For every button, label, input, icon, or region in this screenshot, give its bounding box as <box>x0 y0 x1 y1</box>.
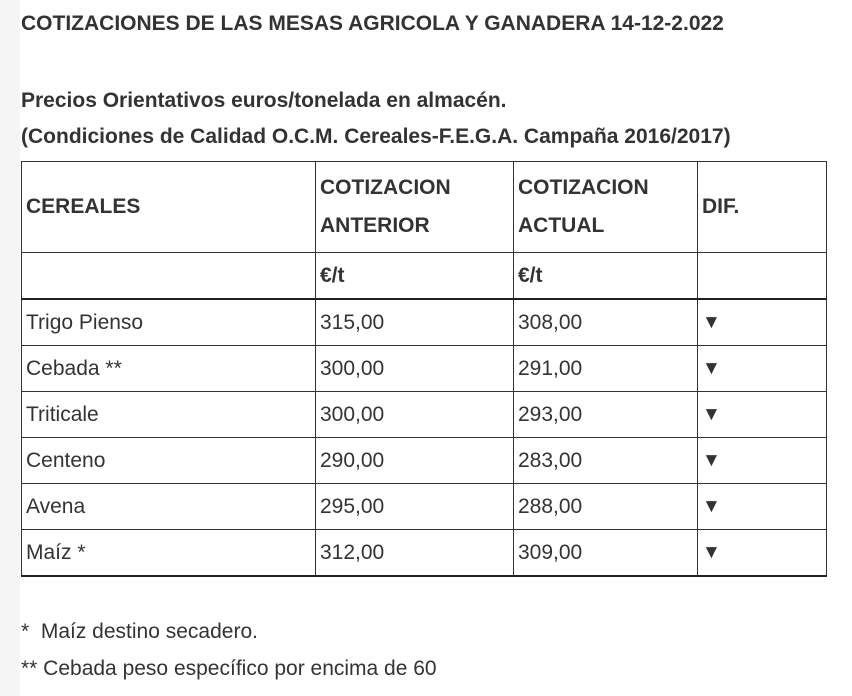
header-cereales: CEREALES <box>22 162 316 253</box>
price-anterior: 300,00 <box>316 346 514 392</box>
down-arrow-icon: ▼ <box>698 484 827 530</box>
price-actual: 293,00 <box>514 392 698 438</box>
header-cotizacion-anterior: COTIZACION ANTERIOR <box>316 162 514 253</box>
unit-cell-empty <box>22 253 316 300</box>
table-units-row <box>22 253 827 300</box>
price-actual: 308,00 <box>514 299 698 346</box>
quality-conditions-subtitle: (Condiciones de Calidad O.C.M. Cereales-F.E.G.A. Campaña 2016/2017) <box>21 125 731 148</box>
header-dif: DIF. <box>698 162 827 253</box>
footnote-maiz: * Maíz destino secadero. <box>21 620 258 643</box>
cereal-name: Cebada ** <box>22 346 316 392</box>
down-arrow-icon: ▼ <box>698 299 827 346</box>
unit-cell-actual: €/t <box>514 253 698 300</box>
unit-cell-anterior: €/t <box>316 253 514 300</box>
left-margin-strip <box>0 0 20 696</box>
price-actual: 309,00 <box>514 530 698 577</box>
price-anterior: 300,00 <box>316 392 514 438</box>
cereal-name: Trigo Pienso <box>22 299 316 346</box>
down-arrow-icon: ▼ <box>698 392 827 438</box>
price-anterior: 290,00 <box>316 438 514 484</box>
unit-cell-dif <box>698 253 827 300</box>
down-arrow-icon: ▼ <box>698 438 827 484</box>
cereal-name: Triticale <box>22 392 316 438</box>
table-row <box>22 392 827 438</box>
cereal-name: Maíz * <box>22 530 316 577</box>
price-actual: 291,00 <box>514 346 698 392</box>
down-arrow-icon: ▼ <box>698 346 827 392</box>
price-anterior: 312,00 <box>316 530 514 577</box>
price-anterior: 315,00 <box>316 299 514 346</box>
table-row <box>22 346 827 392</box>
cereal-name: Avena <box>22 484 316 530</box>
table-header-row <box>22 162 827 253</box>
table-row <box>22 484 827 530</box>
down-arrow-icon: ▼ <box>698 530 827 577</box>
cereal-price-table <box>21 161 827 577</box>
price-actual: 288,00 <box>514 484 698 530</box>
price-actual: 283,00 <box>514 438 698 484</box>
price-anterior: 295,00 <box>316 484 514 530</box>
cereal-name: Centeno <box>22 438 316 484</box>
table-row <box>22 530 827 577</box>
table-row <box>22 299 827 346</box>
price-subtitle: Precios Orientativos euros/tonelada en almacén. <box>21 89 507 112</box>
table-row <box>22 438 827 484</box>
header-cotizacion-actual: COTIZACION ACTUAL <box>514 162 698 253</box>
footnote-cebada: ** Cebada peso específico por encima de 60 <box>21 657 437 680</box>
page-title: COTIZACIONES DE LAS MESAS AGRICOLA Y GANADERA 14-12-2.022 <box>21 12 724 35</box>
